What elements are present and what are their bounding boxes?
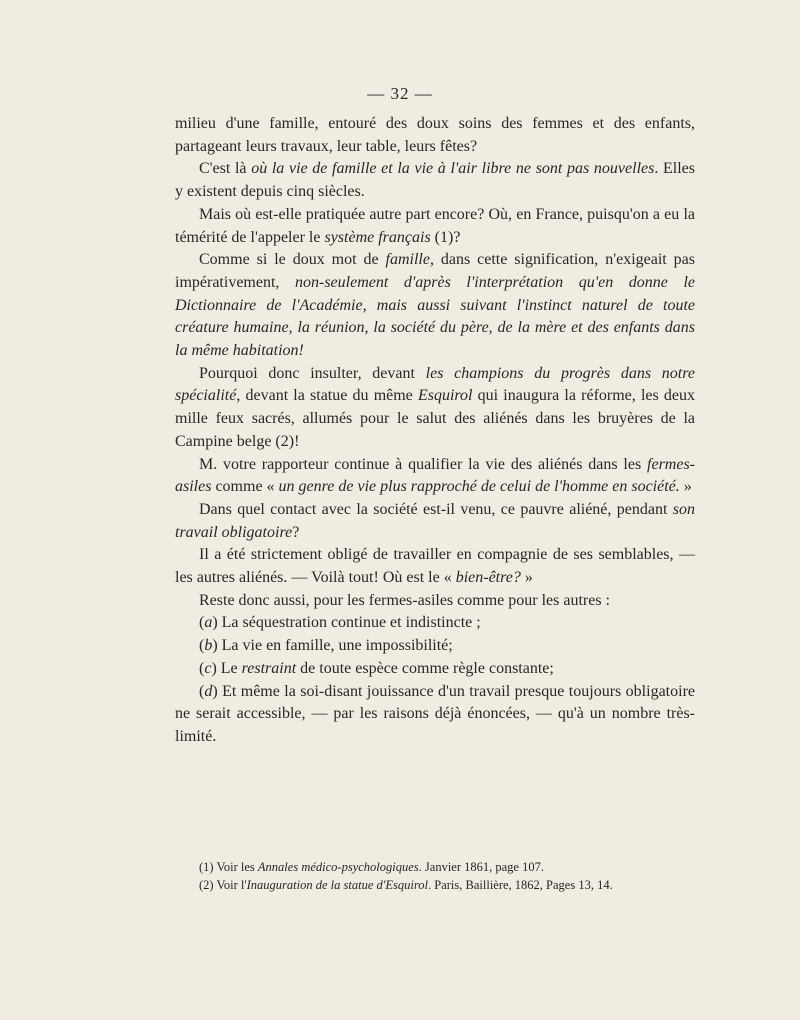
text-run: de toute espèce comme règle constante; bbox=[296, 659, 554, 677]
text-run: ) Le bbox=[211, 659, 242, 677]
text-run: ( bbox=[199, 637, 205, 655]
text-run: (1) Voir les bbox=[199, 860, 258, 874]
italic-text: un genre de vie plus rapproché de celui de l'homme en société. bbox=[278, 478, 680, 496]
paragraph bbox=[175, 681, 695, 749]
italic-text: Esquirol bbox=[417, 387, 473, 405]
text-run: » bbox=[520, 569, 533, 587]
text-run: ) Et même la soi-disant jouissance d'un travail presque toujours obligatoire ne serait accessible, — par les raisons déjà énoncées, — qu'à un nombre très-limité. bbox=[175, 682, 695, 745]
italic-text: son travail obligatoire bbox=[175, 500, 695, 541]
text-run: , dans cette signification, n'exigeait pas impérativement, bbox=[175, 251, 696, 291]
text-run: M. votre rapporteur continue à qualifier la vie des aliénés dans les bbox=[199, 455, 648, 473]
italic-text: restraint bbox=[241, 659, 297, 677]
text-run: Pourquoi donc insulter, devant bbox=[199, 364, 426, 382]
italic-text: bien-être? bbox=[455, 569, 521, 587]
paragraph bbox=[175, 113, 695, 158]
page-number: — 32 — bbox=[367, 84, 433, 103]
paragraph bbox=[175, 658, 695, 681]
paragraph bbox=[175, 454, 695, 499]
footnotes bbox=[175, 858, 715, 894]
footnote bbox=[175, 876, 715, 894]
text-run: . Paris, Baillière, 1862, Pages 13, 14. bbox=[428, 878, 613, 892]
text-run: ( bbox=[199, 682, 205, 700]
text-run: Comme si le doux mot de bbox=[199, 251, 386, 269]
italic-text: d bbox=[204, 682, 213, 700]
text-run: (1)? bbox=[430, 228, 461, 246]
text-run: . Janvier 1861, page 107. bbox=[418, 860, 544, 874]
text-run: comme « bbox=[211, 478, 279, 496]
paragraph bbox=[175, 590, 695, 613]
italic-text: c bbox=[204, 659, 212, 677]
italic-text: Inauguration de la statue d'Esquirol bbox=[246, 878, 429, 892]
paragraph bbox=[175, 158, 695, 203]
italic-text: non-seulement d'après l'interprétation qu'en donne le Dictionnaire de l'Académie, mais aussi suivant l'instinct naturel de toute créature humaine, la réunion, la société du père, de la mère et des enfants dans la même habitation! bbox=[175, 273, 696, 360]
text-run: Mais où est-elle pratiquée autre part encore? Où, en France, puisqu'on a eu la témérité de l'appeler le bbox=[175, 205, 695, 246]
italic-text: Annales médico-psychologiques bbox=[257, 860, 419, 874]
paragraph bbox=[175, 635, 695, 658]
italic-text: système français bbox=[324, 228, 431, 246]
italic-text: où la vie de famille et la vie à l'air libre ne sont pas nouvelles bbox=[251, 160, 655, 178]
text-run: Dans quel contact avec la société est-il venu, ce pauvre aliéné, pendant bbox=[199, 500, 673, 518]
paragraph bbox=[175, 204, 695, 249]
text-run: ) La séquestration continue et indistincte ; bbox=[212, 614, 481, 632]
body-text bbox=[175, 113, 695, 749]
paragraph bbox=[175, 249, 695, 363]
footnote bbox=[175, 858, 715, 876]
text-run: (2) Voir l' bbox=[199, 878, 247, 892]
paragraph bbox=[175, 363, 695, 454]
italic-text: famille bbox=[385, 251, 430, 269]
text-run: , devant la statue du même bbox=[236, 387, 418, 405]
paragraph bbox=[175, 499, 695, 544]
italic-text: a bbox=[204, 614, 213, 632]
italic-text: b bbox=[204, 637, 213, 655]
text-run: ( bbox=[199, 614, 205, 632]
text-run: Il a été strictement obligé de travailler en compagnie de ses semblables, — les autres aliénés. — Voilà tout! Où est le « bbox=[175, 546, 695, 587]
text-run: ? bbox=[292, 523, 300, 541]
italic-text: les champions du progrès dans notre spécialité bbox=[175, 364, 695, 405]
text-run: C'est là bbox=[199, 160, 252, 178]
text-run: Reste donc aussi, pour les fermes-asiles comme pour les autres : bbox=[199, 591, 610, 609]
text-run: milieu d'une famille, entouré des doux soins des femmes et des enfants, partageant leurs travaux, leur table, leurs fêtes? bbox=[175, 115, 695, 155]
text-run: qui inaugura la réforme, les deux mille feux sacrés, allumés pour le salut des aliénés dans les bruyères de la Campine belge (2)! bbox=[175, 387, 695, 450]
text-run: ( bbox=[199, 659, 205, 677]
text-run: » bbox=[679, 478, 692, 496]
paragraph bbox=[175, 612, 695, 635]
text-run: ) La vie en famille, une impossibilité; bbox=[212, 637, 453, 655]
text-run: . Elles y existent depuis cinq siècles. bbox=[175, 160, 695, 201]
paragraph bbox=[175, 544, 695, 589]
italic-text: fermes-asiles bbox=[175, 455, 695, 496]
